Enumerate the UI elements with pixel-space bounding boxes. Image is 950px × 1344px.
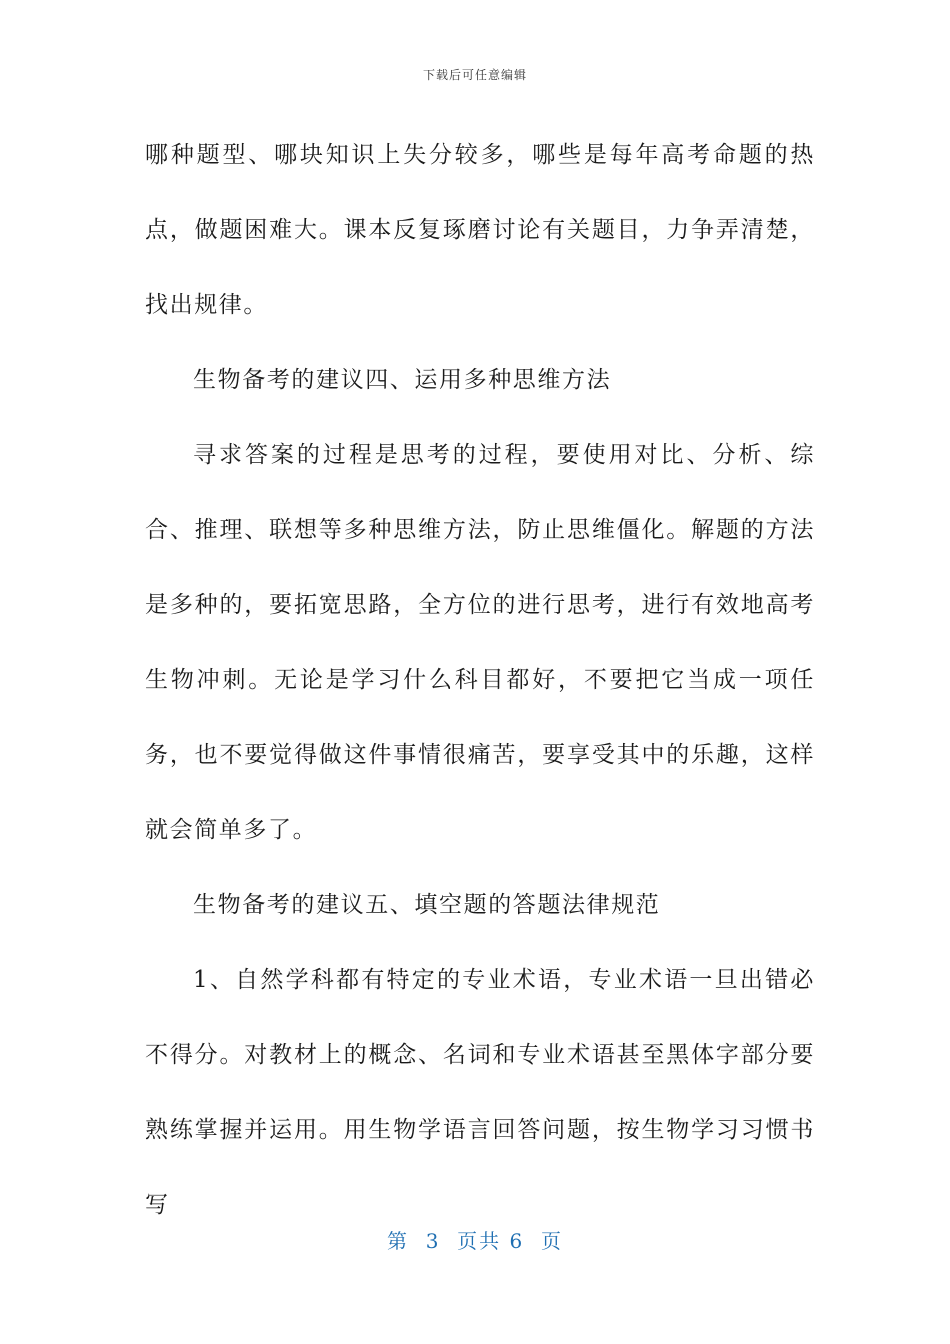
document-body — [145, 118, 815, 1243]
section-heading-suggestion-4: 生物备考的建议四、运用多种思维方法 — [193, 367, 612, 393]
paragraph-thinking-methods: 寻求答案的过程是思考的过程，要使用对比、分析、综合、推理、联想等多种思维方法，防止思维僵化。解题的方法是多种的，要拓宽思路，全方位的进行思考，进行有效地高考生物冲刺。无论是学习什么科目都好，不要把它当成一项任务，也不要觉得做这件事情很痛苦，要享受其中的乐趣，这样就会简单多了。 — [145, 442, 815, 843]
paragraph-terminology: 1、自然学科都有特定的专业术语，专业术语一旦出错必不得分。对教材上的概念、名词和专业术语甚至黑体字部分要熟练掌握并运用。用生物学语言回答问题，按生物学习习惯书写 — [145, 967, 815, 1218]
paragraph-continuation: 哪种题型、哪块知识上失分较多，哪些是每年高考命题的热点，做题困难大。课本反复琢磨讨论有关题目，力争弄清楚，找出规律。 — [145, 142, 815, 318]
page-number-footer: 第 3 页共 6 页 — [387, 1229, 563, 1253]
page-header: 下载后可任意编辑 — [422, 68, 527, 82]
section-heading-suggestion-5: 生物备考的建议五、填空题的答题法律规范 — [193, 892, 661, 918]
